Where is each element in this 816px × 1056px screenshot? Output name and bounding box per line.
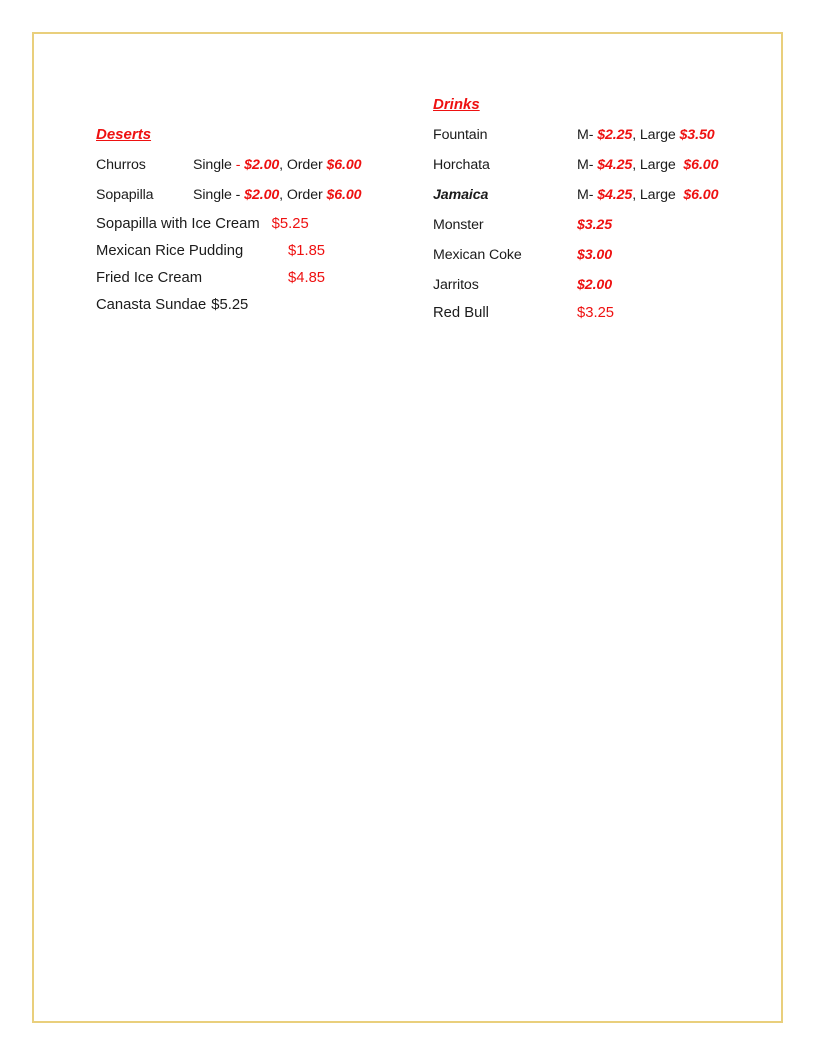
item-name: Mexican Rice Pudding	[96, 243, 244, 259]
menu-row-fountain	[433, 125, 715, 145]
item-price: $3.25	[577, 217, 613, 233]
page-border	[32, 32, 783, 1023]
item-name: Monster	[433, 217, 484, 233]
menu-row-canasta-sundae	[96, 295, 248, 315]
item-price: $5.25	[271, 216, 309, 232]
item-price: $3.25	[577, 305, 615, 321]
menu-row-horchata	[433, 155, 718, 175]
item-name: Jamaica	[433, 187, 489, 203]
item-name: Jarritos	[433, 277, 479, 293]
menu-row-churros	[96, 155, 361, 175]
menu-row-jamaica	[433, 185, 718, 205]
item-price: M- $2.25, Large $3.50	[577, 127, 715, 143]
menu-row-sopapilla	[96, 185, 361, 205]
item-name: Sopapilla with Ice Cream	[96, 216, 260, 232]
item-price: $5.25	[211, 297, 249, 313]
item-name: Canasta Sundae	[96, 297, 207, 313]
item-name: Mexican Coke	[433, 247, 522, 263]
menu-row-jarritos	[433, 275, 612, 295]
item-name: Horchata	[433, 157, 490, 173]
drinks-heading: Drinks	[433, 96, 480, 113]
menu-row-sopapilla-ice-cream	[96, 214, 309, 234]
item-price: M- $4.25, Large $6.00	[577, 157, 719, 173]
menu-row-mexican-coke	[433, 245, 612, 265]
item-price: $1.85	[288, 243, 326, 259]
item-price: M- $4.25, Large $6.00	[577, 187, 719, 203]
menu-row-red-bull	[433, 303, 614, 323]
item-name: Churros	[96, 157, 146, 173]
menu-row-monster	[433, 215, 612, 235]
item-name: Fried Ice Cream	[96, 270, 203, 286]
menu-row-mexican-rice-pudding	[96, 241, 325, 261]
item-name: Red Bull	[433, 305, 489, 321]
item-price: Single - $2.00, Order $6.00	[193, 187, 362, 203]
item-price: Single - $2.00, Order $6.00	[193, 157, 362, 173]
item-price: $4.85	[288, 270, 326, 286]
item-name: Sopapilla	[96, 187, 154, 203]
item-price: $2.00	[577, 277, 613, 293]
menu-row-fried-ice-cream	[96, 268, 325, 288]
item-price: $3.00	[577, 247, 613, 263]
item-name: Fountain	[433, 127, 488, 143]
deserts-heading: Deserts	[96, 126, 152, 143]
